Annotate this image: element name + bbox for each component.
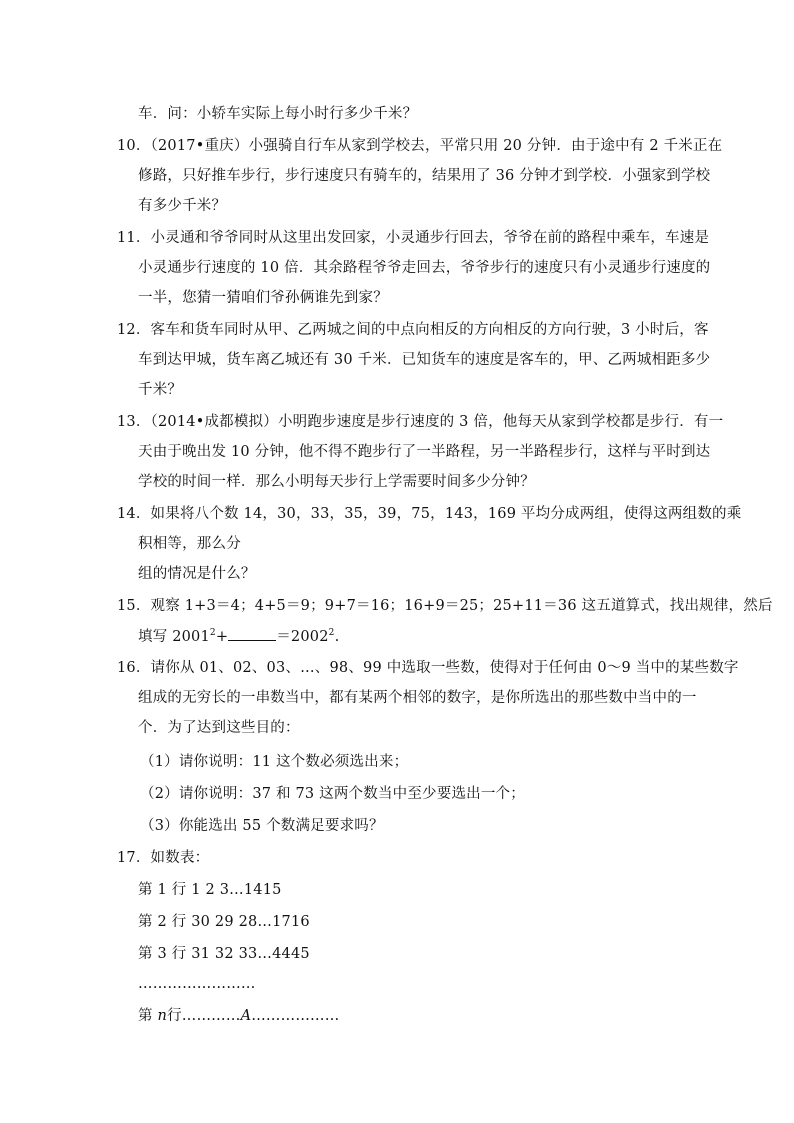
question-10-line: 10．（2017•重庆）小强骑自行车从家到学校去，平常只用 20 分钟．由于途中有 2 千米正在 — [117, 138, 723, 154]
text-line: 个．为了达到这些目的： — [138, 720, 300, 736]
variable-n: n — [157, 1008, 168, 1024]
fill-prefix: 填写 2001 — [138, 629, 210, 645]
plus-sign: + — [215, 629, 229, 645]
question-15-line: 15．观察 1+3＝4；4+5＝9；9+7＝16；16+9＝25；25+11＝36 这五道算式，找出规律，然后 — [117, 598, 773, 614]
sub-question-1: （1）请你说明：11 这个数必须选出来； — [140, 754, 409, 770]
text-line: 学校的时间一样．那么小明每天步行上学需要时间多少分钟？ — [138, 474, 535, 490]
sub-question-3: （3）你能选出 55 个数满足要求吗？ — [140, 818, 384, 834]
table-row-2: 第 2 行 30 29 28…1716 — [138, 914, 310, 930]
question-13-line: 13．（2014•成都模拟）小明跑步速度是步行速度的 3 倍，他每天从家到学校都是步行．有一 — [117, 414, 724, 430]
text-line: 组的情况是什么？ — [138, 566, 256, 582]
text-line: 千米？ — [138, 382, 183, 398]
exponent: 2 — [328, 628, 335, 639]
question-12-line: 12．客车和货车同时从甲、乙两城之间的中点向相反的方向相反的方向行驶，3 小时后，客 — [117, 322, 709, 338]
text-line: 积相等，那么分 — [138, 536, 241, 552]
exponent: 2 — [209, 628, 216, 639]
row-n-dots: ……………… — [251, 1008, 340, 1024]
question-16-line: 16．请你从 01、02、03、…、98、99 中选取一些数，使得对于任何由 0～9 当中的某些数字 — [117, 660, 739, 676]
fill-in-line — [138, 626, 339, 647]
text-line: 车．问：小轿车实际上每小时行多少千米？ — [138, 106, 418, 122]
fill-equals: ＝2002 — [276, 629, 329, 645]
text-line: 组成的无穷长的一串数当中，都有某两个相邻的数字，是你所选出的那些数中当中的一 — [138, 690, 697, 706]
text-line: 车到达甲城，货车离乙城还有 30 千米．已知货车的速度是客车的，甲、乙两城相距多少 — [138, 352, 711, 368]
table-row-3: 第 3 行 31 32 33…4445 — [138, 946, 310, 962]
text-line: 修路，只好推车步行，步行速度只有骑车的，结果用了 36 分钟才到学校．小强家到学校 — [138, 168, 711, 184]
row-n-mid: 行………… — [167, 1008, 241, 1024]
question-17-line: 17．如数表： — [117, 850, 210, 866]
variable-a: A — [240, 1008, 252, 1024]
table-row-n — [138, 1006, 339, 1026]
text-line: 一半，您猜一猜咱们爷孙俩谁先到家？ — [138, 290, 388, 306]
sub-question-2: （2）请你说明：37 和 73 这两个数当中至少要选出一个； — [140, 786, 525, 802]
question-14-line: 14．如果将八个数 14，30，33，35，39，75，143，169 平均分成两组，使得这两组数的乘 — [117, 506, 742, 522]
question-11-line: 11．小灵通和爷爷同时从这里出发回家，小灵通步行回去，爷爷在前的路程中乘车，车速是 — [117, 230, 710, 246]
ellipsis-row: …………………… — [138, 976, 256, 992]
text-line: 小灵通步行速度的 10 倍．其余路程爷爷走回去，爷爷步行的速度只有小灵通步行速度的 — [138, 260, 711, 276]
table-row-1: 第 1 行 1 2 3…1415 — [138, 882, 282, 898]
text-line: 有多少千米？ — [138, 198, 227, 214]
fill-end: . — [334, 629, 340, 645]
row-n-prefix: 第 — [138, 1008, 158, 1024]
text-line: 天由于晚出发 10 分钟，他不得不跑步行了一半路程，另一半路程步行，这样与平时到达 — [138, 444, 711, 460]
answer-blank[interactable] — [228, 626, 276, 641]
